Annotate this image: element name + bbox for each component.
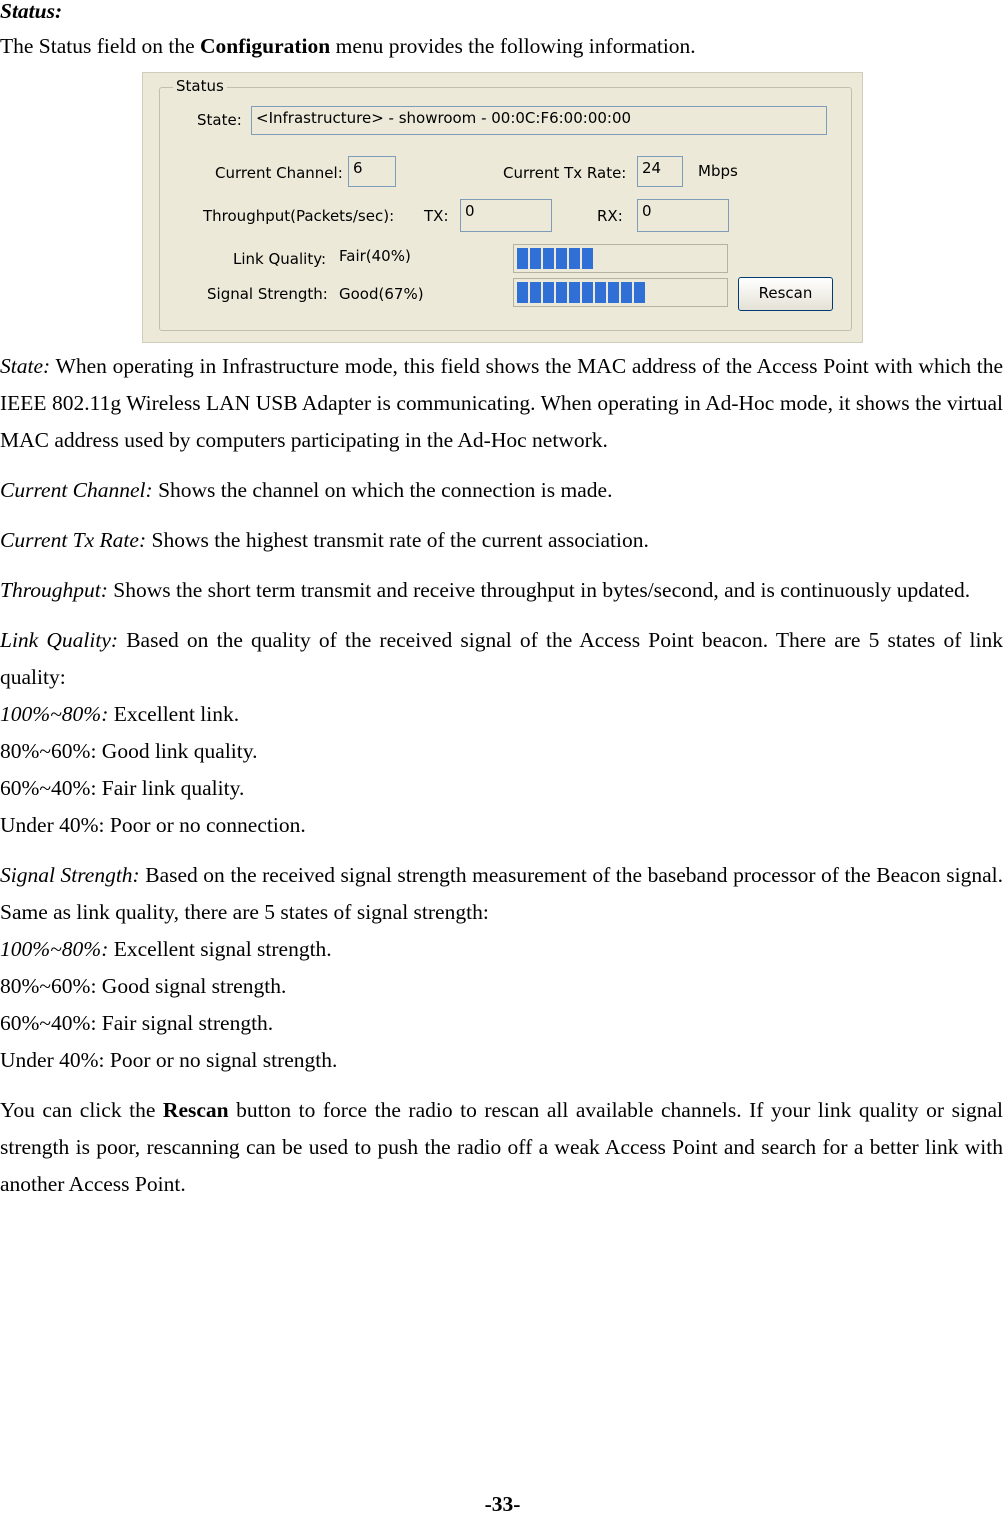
- rescan-paragraph: [0, 1092, 1003, 1203]
- state-label: State:: [197, 111, 242, 129]
- throughput-description: Shows the short term transmit and receive throughput in bytes/second, and is continuously updated.: [107, 578, 971, 602]
- channel-paragraph: [0, 472, 1003, 509]
- status-group-title: Status: [173, 77, 227, 95]
- txrate-paragraph: [0, 522, 1003, 559]
- throughput-term: Throughput:: [0, 578, 108, 602]
- signal-strength-value: Good(67%): [339, 285, 424, 303]
- state-field: <Infrastructure> - showroom - 00:0C:F6:00:00:00: [251, 106, 827, 135]
- throughput-paragraph: [0, 572, 1003, 609]
- list-item: [0, 696, 1003, 733]
- level-term: 100%~80%:: [0, 702, 109, 726]
- list-item: 80%~60%: Good signal strength.: [0, 974, 287, 998]
- list-item: 80%~60%: Good link quality.: [0, 739, 258, 763]
- txrate-description: Shows the highest transmit rate of the current association.: [146, 528, 649, 552]
- intro-text-before: The Status field on the: [0, 34, 201, 58]
- rescan-text-before: You can click the: [0, 1098, 163, 1122]
- list-item: Under 40%: Poor or no signal strength.: [0, 1048, 338, 1072]
- current-tx-rate-field: 24: [637, 156, 683, 187]
- body-text: [0, 348, 1003, 1216]
- bar-segment: [569, 248, 580, 269]
- rx-field: 0: [637, 199, 729, 232]
- state-description: When operating in Infrastructure mode, this field shows the MAC address of the Access Point with which the IEEE 802.11g Wireless LAN USB Adapter is communicating. When operating in Ad-Hoc mode, it shows the virtual MAC address used by computers participating in the Ad-Hoc network.: [0, 354, 1003, 452]
- throughput-label: Throughput(Packets/sec):: [203, 207, 395, 225]
- bar-segment: [530, 248, 541, 269]
- status-dialog: [142, 72, 863, 343]
- rescan-term: Rescan: [162, 1098, 229, 1122]
- rescan-button[interactable]: Rescan: [738, 277, 833, 311]
- bar-segment: [595, 282, 606, 303]
- bar-segment: [634, 282, 645, 303]
- signal-paragraph: [0, 857, 1003, 931]
- signal-description: Based on the received signal strength measurement of the baseband processor of the Beacon signal. Same as link quality, there are 5 states of signal strength:: [0, 863, 1003, 924]
- bar-segment: [569, 282, 580, 303]
- link-term: Link Quality:: [0, 628, 119, 652]
- signal-levels-list: [0, 931, 1003, 1079]
- signal-strength-bar-fill: [517, 282, 645, 303]
- tx-label: TX:: [424, 207, 449, 225]
- list-item: 60%~40%: Fair signal strength.: [0, 1011, 274, 1035]
- page-number: -33-: [484, 1492, 521, 1516]
- link-description: Based on the quality of the received signal of the Access Point beacon. There are 5 states of link quality:: [0, 628, 1003, 689]
- bar-segment: [621, 282, 632, 303]
- channel-description: Shows the channel on which the connection is made.: [152, 478, 613, 502]
- bar-segment: [582, 282, 593, 303]
- tx-field: 0: [460, 199, 552, 232]
- state-term: State:: [0, 354, 51, 378]
- bar-segment: [517, 248, 528, 269]
- current-tx-rate-label: Current Tx Rate:: [503, 164, 627, 182]
- bar-segment: [582, 248, 593, 269]
- intro-text-after: menu provides the following information.: [330, 34, 696, 58]
- section-heading: Status:: [0, 0, 63, 23]
- list-item: [0, 931, 1003, 968]
- signal-strength-bar: [513, 278, 728, 307]
- link-quality-label: Link Quality:: [233, 250, 327, 268]
- bar-segment: [517, 282, 528, 303]
- link-paragraph: [0, 622, 1003, 696]
- level-term: 100%~80%:: [0, 937, 109, 961]
- bar-segment: [556, 248, 567, 269]
- signal-term: Signal Strength:: [0, 863, 140, 887]
- bar-segment: [608, 282, 619, 303]
- channel-term: Current Channel:: [0, 478, 153, 502]
- link-quality-bar-fill: [517, 248, 593, 269]
- bar-segment: [556, 282, 567, 303]
- list-item: Under 40%: Poor or no connection.: [0, 813, 306, 837]
- txrate-term: Current Tx Rate:: [0, 528, 147, 552]
- list-item: 60%~40%: Fair link quality.: [0, 776, 245, 800]
- bar-segment: [543, 248, 554, 269]
- state-paragraph: [0, 348, 1003, 459]
- intro-configuration-term: Configuration: [200, 34, 331, 58]
- bar-segment: [543, 282, 554, 303]
- rx-label: RX:: [597, 207, 623, 225]
- signal-strength-label: Signal Strength:: [207, 285, 328, 303]
- current-channel-field: 6: [348, 156, 396, 187]
- level-text: Excellent signal strength.: [108, 937, 332, 961]
- link-quality-value: Fair(40%): [339, 247, 411, 265]
- current-channel-label: Current Channel:: [215, 164, 343, 182]
- intro-paragraph: [0, 28, 696, 65]
- rescan-text-after: button to force the radio to rescan all available channels. If your link quality or signal strength is poor, rescanning can be used to push the radio off a weak Access Point and search for a better link with another Access Point.: [0, 1098, 1003, 1196]
- tx-rate-unit: Mbps: [698, 162, 738, 180]
- bar-segment: [530, 282, 541, 303]
- level-text: Excellent link.: [108, 702, 240, 726]
- link-levels-list: [0, 696, 1003, 844]
- link-quality-bar: [513, 244, 728, 273]
